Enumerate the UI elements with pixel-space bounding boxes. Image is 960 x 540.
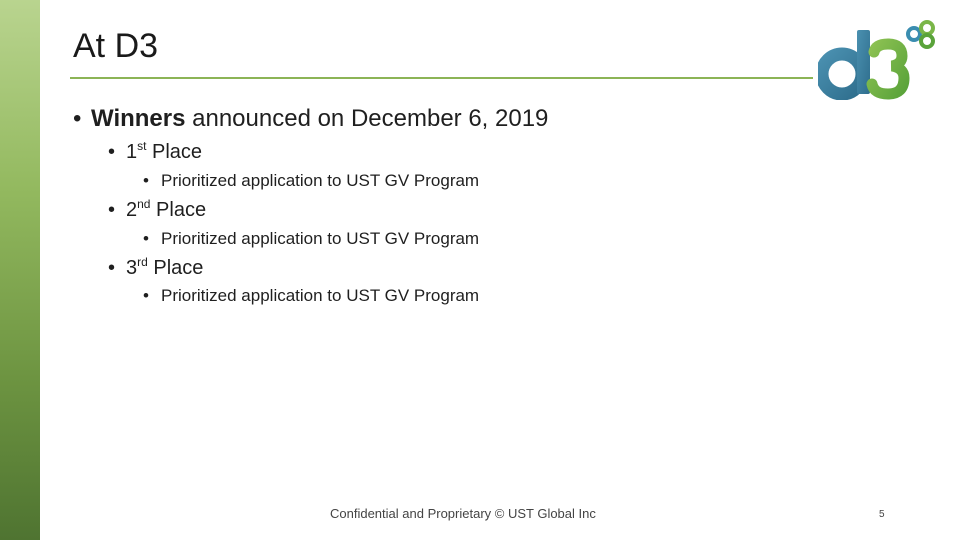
bullet-bold-text: Winners	[91, 105, 186, 132]
place-label: Place	[147, 257, 204, 279]
bullet-first-place-detail	[143, 170, 479, 192]
slide-title: At D3	[73, 27, 159, 65]
title-divider	[70, 77, 813, 79]
page-number: 5	[879, 509, 885, 520]
bullet-text: announced on December 6, 2019	[185, 105, 549, 132]
bullet-marker: •	[143, 229, 149, 248]
place-number: 3	[126, 257, 138, 279]
footer-confidential: Confidential and Proprietary © UST Global Inc	[330, 506, 596, 521]
bullet-marker: •	[108, 141, 116, 163]
bullet-second-place-detail	[143, 228, 479, 250]
bullet-second-place	[108, 197, 206, 223]
d3-logo	[818, 14, 940, 100]
bullet-marker: •	[143, 286, 149, 305]
place-number: 1	[126, 141, 138, 163]
bullet-marker: •	[73, 105, 82, 132]
bullet-third-place	[108, 255, 203, 281]
place-suffix: st	[137, 139, 147, 153]
bullet-first-place	[108, 139, 202, 165]
decorative-side-bar	[0, 0, 40, 540]
bullet-marker: •	[143, 171, 149, 190]
place-suffix: nd	[137, 197, 151, 211]
bullet-marker: •	[108, 257, 116, 279]
bullet-marker: •	[108, 199, 116, 221]
place-label: Place	[146, 141, 203, 163]
place-suffix: rd	[137, 255, 148, 269]
place-label: Place	[150, 199, 207, 221]
place-detail: Prioritized application to UST GV Program	[161, 229, 480, 248]
place-number: 2	[126, 199, 138, 221]
place-detail: Prioritized application to UST GV Program	[161, 171, 480, 190]
bullet-third-place-detail	[143, 285, 479, 307]
place-detail: Prioritized application to UST GV Program	[161, 286, 480, 305]
bullet-winners	[73, 104, 548, 134]
